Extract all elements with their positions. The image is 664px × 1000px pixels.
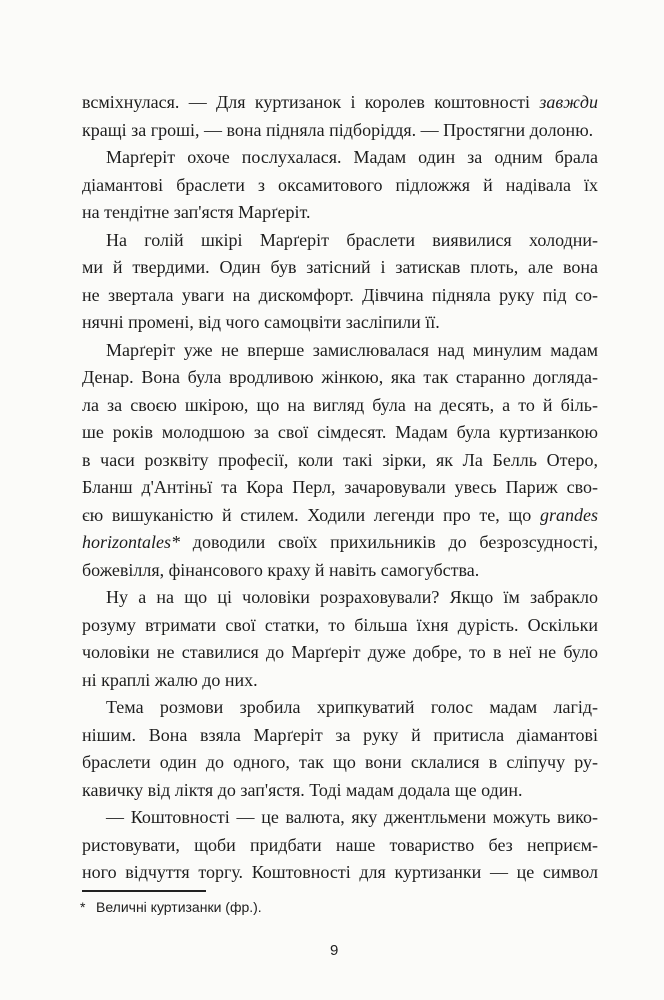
text-line: Ну а на що ці чоловіки розраховували? Якщо їм забракло	[106, 587, 598, 607]
footnote-text: Величні куртизанки (фр.).	[96, 899, 262, 915]
text-line: ла за своєю шкірою, що на вигляд була на десять, а то й біль-	[82, 394, 598, 415]
text-line: На голій шкірі Марґеріт браслети виявилися холодни-	[106, 229, 598, 250]
text-line: ше років молодшою за свої сімдесят. Мадам була куртизанкою	[82, 422, 598, 442]
text-line: діамантові браслети з оксамитового підложжя й надівала їх	[82, 174, 598, 195]
text-line: кавичку від ліктя до зап'ястя. Тоді мадам додала ще один.	[82, 779, 523, 800]
text-line: всміхнулася. — Для куртизанок і королев коштовності завжди	[82, 92, 599, 112]
text-line: ного відчуття торгу. Коштовності для куртизанки — це символ	[82, 862, 598, 882]
text-line: ні краплі жалю до них.	[82, 669, 258, 690]
footnote	[80, 898, 262, 916]
text-line: нішим. Вона взяла Марґеріт за руку й притисла діамантові	[82, 724, 598, 745]
text-line: Денар. Вона була вродливою жінкою, яка так старанно догляда-	[82, 367, 598, 387]
text-line: божевілля, фінансового краху й навіть самогубства.	[82, 559, 480, 580]
text-line: в часи розквіту професії, коли такі зірки, як Ла Белль Отеро,	[82, 449, 598, 470]
text-line: на тендітне зап'ястя Марґеріт.	[82, 202, 311, 222]
footnote-divider	[82, 890, 206, 892]
text-line: ми й твердими. Один був затісний і затискав плоть, але вона	[82, 257, 598, 277]
text-line: розуму втримати свої статки, то більша їхня дурість. Оскільки	[82, 614, 598, 635]
text-line: ристовувати, щоби придбати наше товариство без неприєм-	[82, 834, 598, 855]
text-line: браслети один до одного, так що вони склалися в сліпучу ру-	[82, 752, 598, 772]
page-number: 9	[330, 942, 339, 959]
text-line: — Коштовності — це валюта, яку джентльмени можуть вико-	[106, 807, 598, 827]
text-line: єю вишуканістю й стилем. Ходили легенди про те, що grandes	[82, 504, 598, 525]
text-line: Марґеріт уже не вперше замислювалася над минулим мадам	[106, 339, 598, 360]
text-line: чоловіки не ставилися до Марґеріт дуже добре, то в неї не було	[82, 642, 598, 662]
text-line: Тема розмови зробила хрипкуватий голос мадам лагід-	[106, 697, 598, 717]
text-line: кращі за гроші, — вона підняла підборіддя. — Простягни долоню.	[82, 119, 594, 140]
text-line: horizontales* доводили своїх прихильників до безрозсудності,	[82, 532, 598, 552]
text-line: нячні промені, від чого самоцвіти засліпили її.	[82, 312, 440, 332]
text-line: Марґеріт охоче послухалася. Мадам один за одним брала	[106, 147, 598, 167]
body-text	[82, 89, 598, 887]
text-line: не звертала уваги на дискомфорт. Дівчина підняла руку під со-	[82, 284, 598, 305]
footnote-mark: *	[80, 899, 86, 915]
text-line: Бланш д'Антіньї та Кора Перл, зачаровували увесь Париж сво-	[82, 477, 598, 497]
